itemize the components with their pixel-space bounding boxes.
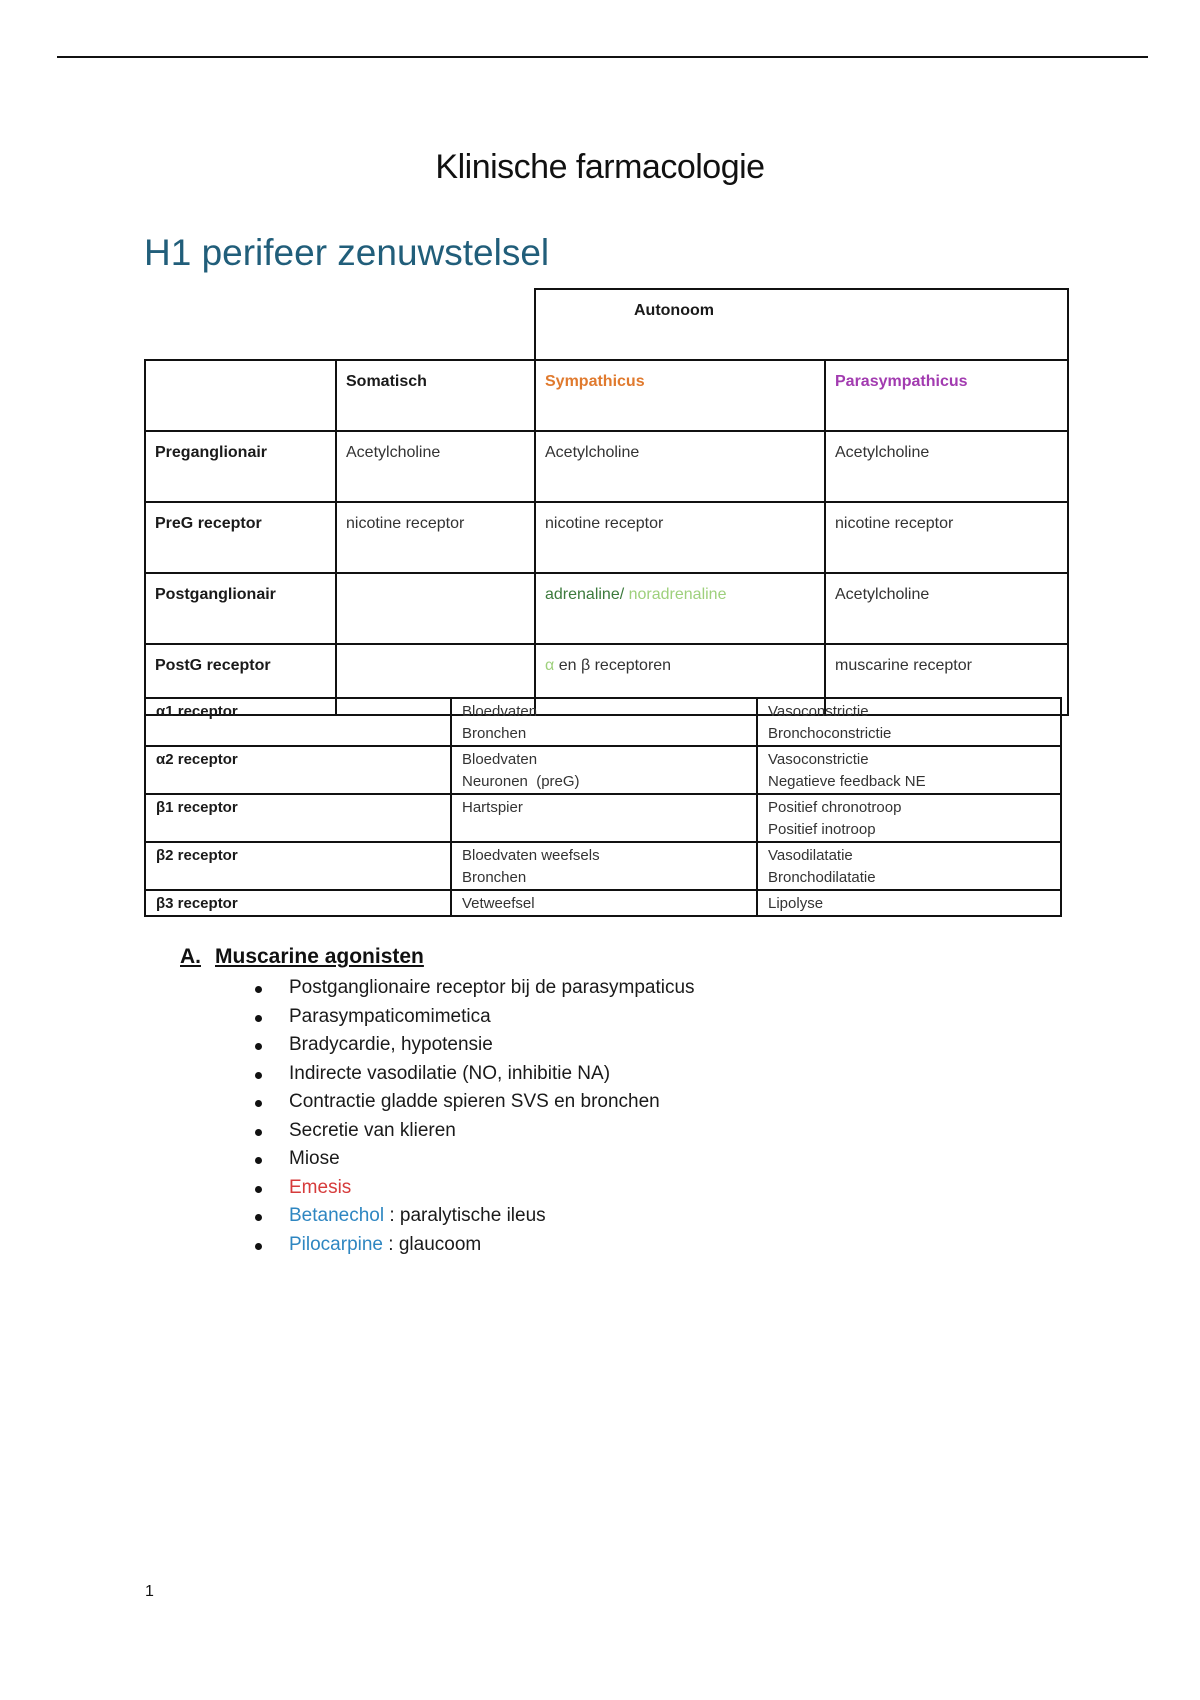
list-item: Miose bbox=[250, 1148, 695, 1177]
receptor-effect: Positief chronotroop Positief inotroop bbox=[757, 794, 1061, 842]
chapter-heading: H1 perifeer zenuwstelsel bbox=[144, 232, 550, 273]
table-row bbox=[145, 698, 1061, 746]
receptor-name: α2 receptor bbox=[145, 746, 451, 794]
table-row bbox=[145, 842, 1061, 890]
receptor-effect: Vasoconstrictie Bronchoconstrictie bbox=[757, 698, 1061, 746]
receptor-name: β3 receptor bbox=[145, 890, 451, 916]
list-item: Pilocarpine : glaucoom bbox=[250, 1234, 695, 1263]
table-row bbox=[145, 746, 1061, 794]
receptor-location: Bloedvaten Neuronen (preG) bbox=[451, 746, 757, 794]
bullet-icon bbox=[255, 1129, 262, 1136]
bullet-icon bbox=[255, 1157, 262, 1164]
receptor-name: β2 receptor bbox=[145, 842, 451, 890]
table-row bbox=[145, 289, 1068, 360]
receptor-location: Bloedvaten weefsels Bronchen bbox=[451, 842, 757, 890]
table-row bbox=[145, 794, 1061, 842]
list-item: Indirecte vasodilatie (NO, inhibitie NA) bbox=[250, 1063, 695, 1092]
receptor-location: Bloedvaten Bronchen bbox=[451, 698, 757, 746]
somatisch-header: Somatisch bbox=[336, 360, 535, 431]
bullet-icon bbox=[255, 1072, 262, 1079]
table-row bbox=[145, 360, 1068, 431]
parasympathicus-header: Parasympathicus bbox=[825, 360, 1068, 431]
bullet-icon bbox=[255, 1043, 262, 1050]
table-row: PostG receptor α en β receptoren muscarine receptor bbox=[145, 644, 1068, 715]
receptor-effect: Lipolyse bbox=[757, 890, 1061, 916]
list-item: Parasympaticomimetica bbox=[250, 1006, 695, 1035]
table-row: Postganglionair adrenaline/ noradrenaline Acetylcholine bbox=[145, 573, 1068, 644]
autonoom-header: Autonoom bbox=[535, 289, 1068, 360]
bullet-icon bbox=[255, 1214, 262, 1221]
header-rule bbox=[57, 56, 1148, 58]
document-title: Klinische farmacologie bbox=[435, 148, 765, 186]
bullet-list bbox=[250, 977, 695, 1262]
bullet-icon bbox=[255, 1186, 262, 1193]
page-number: 1 bbox=[145, 1583, 154, 1600]
receptor-name: β1 receptor bbox=[145, 794, 451, 842]
list-item: Betanechol : paralytische ileus bbox=[250, 1205, 695, 1234]
receptor-name: α1 receptor bbox=[145, 698, 451, 746]
list-item: Emesis bbox=[250, 1177, 695, 1206]
receptor-effect: Vasodilatatie Bronchodilatatie bbox=[757, 842, 1061, 890]
receptor-effect: Vasoconstrictie Negatieve feedback NE bbox=[757, 746, 1061, 794]
bullet-icon bbox=[255, 1243, 262, 1250]
receptor-location: Vetweefsel bbox=[451, 890, 757, 916]
table-row: PreG receptor nicotine receptor nicotine receptor nicotine receptor bbox=[145, 502, 1068, 573]
bullet-icon bbox=[255, 1100, 262, 1107]
list-item: Contractie gladde spieren SVS en bronchen bbox=[250, 1091, 695, 1120]
receptor-location: Hartspier bbox=[451, 794, 757, 842]
nervous-system-table bbox=[144, 288, 1069, 716]
table-row: Preganglionair Acetylcholine Acetylcholine Acetylcholine bbox=[145, 431, 1068, 502]
receptor-table bbox=[144, 697, 1062, 917]
section-heading: A. Muscarine agonisten bbox=[180, 945, 424, 968]
list-item: Secretie van klieren bbox=[250, 1120, 695, 1149]
list-item: Postganglionaire receptor bij de parasympaticus bbox=[250, 977, 695, 1006]
sympathicus-header: Sympathicus bbox=[535, 360, 825, 431]
bullet-icon bbox=[255, 1015, 262, 1022]
list-item: Bradycardie, hypotensie bbox=[250, 1034, 695, 1063]
table-row bbox=[145, 890, 1061, 916]
bullet-icon bbox=[255, 986, 262, 993]
